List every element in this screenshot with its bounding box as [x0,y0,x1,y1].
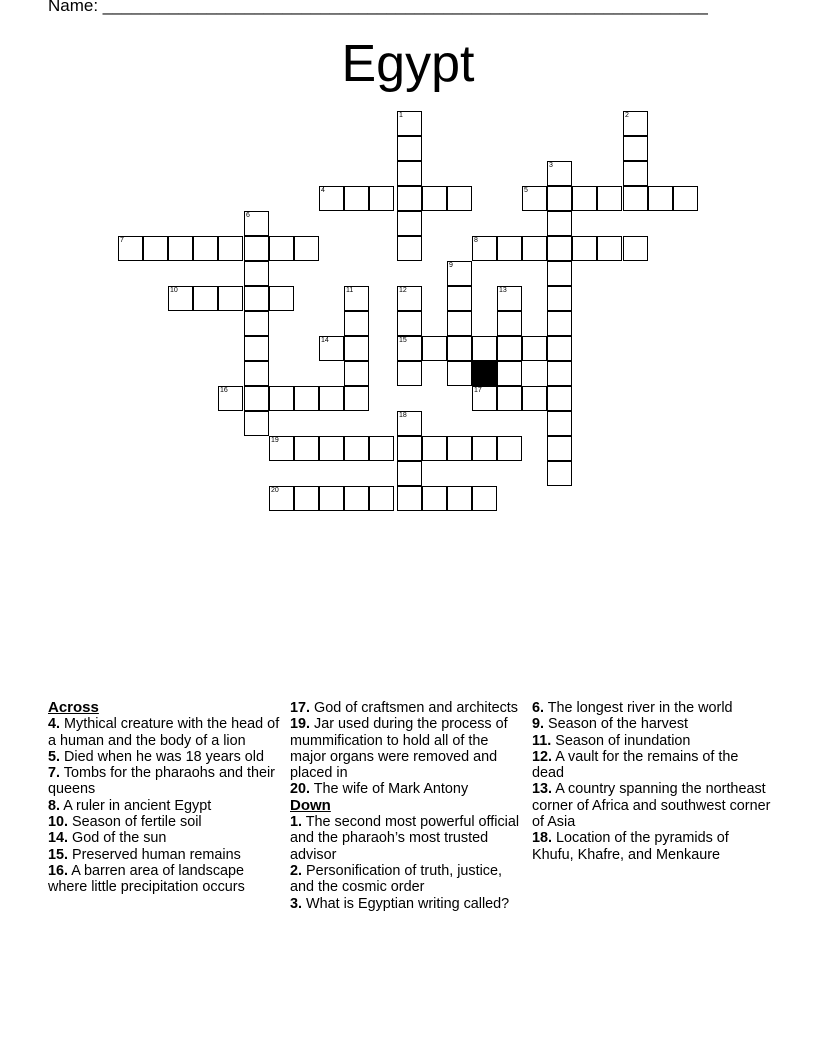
crossword-cell[interactable] [447,436,472,461]
crossword-cell[interactable] [294,236,319,261]
crossword-cell[interactable] [522,386,547,411]
crossword-cell[interactable] [547,261,572,286]
crossword-cell[interactable] [497,311,522,336]
crossword-cell[interactable] [497,236,522,261]
clue-number: 15. [48,846,69,863]
cell-number: 14 [321,337,329,344]
cell-number: 18 [399,412,407,419]
crossword-cell[interactable] [472,436,497,461]
crossword-cell[interactable] [397,436,422,461]
clue-text: Tombs for the pharaohs and their queens [48,765,275,798]
crossword-cell[interactable] [294,386,319,411]
crossword-cell[interactable] [369,436,394,461]
crossword-cell[interactable] [344,361,369,386]
crossword-cell[interactable] [522,186,547,211]
clue-text: A vault for the remains of the dead [532,748,739,782]
crossword-cell[interactable] [344,286,369,311]
clue-number: 6. [532,700,545,716]
clue-number: 8. [48,797,61,814]
cell-number: 8 [474,237,478,244]
cell-number: 17 [474,387,482,394]
crossword-cell[interactable] [319,186,344,211]
clue-down-13 [532,781,772,830]
crossword-cell[interactable] [497,336,522,361]
clue-across-7 [48,765,280,798]
crossword-cell[interactable] [472,386,497,411]
crossword-cell[interactable] [547,361,572,386]
crossword-cell[interactable] [397,161,422,186]
crossword-cell[interactable] [319,486,344,511]
clue-text: What is Egyptian writing called? [306,895,510,912]
clue-text: Personification of truth, justice, and the cosmic order [290,862,502,896]
crossword-cell[interactable] [118,236,143,261]
crossword-cell[interactable] [397,111,422,136]
clue-across-16 [48,863,280,896]
crossword-cell[interactable] [547,186,572,211]
clue-across-20 [290,781,522,797]
crossword-cell[interactable] [269,386,294,411]
crossword-cell[interactable] [397,361,422,386]
crossword-cell[interactable] [218,236,243,261]
clues-column-1 [48,700,280,896]
crossword-cell[interactable] [648,186,673,211]
clue-text: The second most powerful official and the pharaoh’s most trusted advisor [290,814,520,863]
crossword-cell[interactable] [547,336,572,361]
clue-number: 3. [290,895,303,912]
clue-number: 16. [48,862,69,879]
clue-number: 14. [48,830,69,847]
crossword-cell[interactable] [547,311,572,336]
crossword-cell[interactable] [319,336,344,361]
crossword-cell[interactable] [369,186,394,211]
cell-number: 10 [170,287,178,294]
crossword-cell[interactable] [344,186,369,211]
crossword-cell[interactable] [269,486,294,511]
crossword-cell[interactable] [319,386,344,411]
clue-number: 9. [532,716,545,733]
crossword-cell[interactable] [623,161,648,186]
crossword-cell[interactable] [497,286,522,311]
cell-number: 16 [220,387,228,394]
clue-across-15 [48,847,280,863]
clue-number: 18. [532,830,553,847]
clue-down-2 [290,863,522,896]
clue-text: Died when he was 18 years old [64,748,265,765]
crossword-cell[interactable] [397,186,422,211]
crossword-cell[interactable] [193,286,218,311]
crossword-cell[interactable] [344,386,369,411]
clue-text: Season of fertile soil [72,814,202,831]
crossword-cell[interactable] [447,361,472,386]
clue-text: The longest river in the world [547,700,733,716]
crossword-cell[interactable] [218,386,243,411]
across-heading: Across [48,699,99,716]
clue-text: A ruler in ancient Egypt [63,797,212,814]
crossword-cell[interactable] [397,136,422,161]
crossword-cell[interactable] [447,186,472,211]
page-title: Egypt [341,35,475,93]
crossword-cell[interactable] [447,286,472,311]
crossword-cell[interactable] [547,386,572,411]
clue-number: 19. [290,716,311,733]
clue-number: 4. [48,716,61,733]
crossword-cell[interactable] [397,461,422,486]
cell-number: 13 [499,287,507,294]
crossword-cell[interactable] [244,211,269,236]
clue-across-10 [48,814,280,830]
cell-number: 12 [399,287,407,294]
crossword-cell[interactable] [344,336,369,361]
clue-across-14 [48,830,280,846]
clue-text: God of craftsmen and architects [314,700,518,716]
crossword-cell[interactable] [422,336,447,361]
crossword-cell[interactable] [623,186,648,211]
clue-down-12 [532,749,772,782]
crossword-cell[interactable] [269,286,294,311]
clue-text: Preserved human remains [72,846,241,863]
crossword-cell[interactable] [244,261,269,286]
clue-number: 20. [290,781,311,798]
cell-number: 20 [271,487,279,494]
clue-text: A country spanning the northeast corner of Africa and southwest corner of Asia [532,781,771,831]
clue-across-17 [290,700,522,716]
crossword-cell[interactable] [547,236,572,261]
crossword-cell[interactable] [472,486,497,511]
crossword-cell[interactable] [547,461,572,486]
crossword-cell[interactable] [143,236,168,261]
crossword-cell[interactable] [547,161,572,186]
crossword-cell[interactable] [397,236,422,261]
crossword-cell[interactable] [447,336,472,361]
clue-number: 17. [290,700,311,716]
clue-across-5 [48,749,280,765]
clue-text: Jar used during the process of mummification to hold all of the major organs were removed and placed in [290,716,508,782]
crossword-cell[interactable] [522,236,547,261]
clue-number: 11. [532,732,552,749]
clue-number: 1. [290,814,303,831]
clue-across-19 [290,716,522,781]
crossword-cell[interactable] [547,286,572,311]
clue-text: The wife of Mark Antony [313,781,469,798]
crossword-cell[interactable] [547,211,572,236]
cell-number: 6 [246,212,250,219]
clue-down-6 [532,700,772,716]
clue-number: 12. [532,748,553,765]
cell-number: 3 [549,162,553,169]
clue-number: 2. [290,862,303,879]
clue-number: 5. [48,748,61,765]
name-field[interactable]: Name: ________________________________________________________________ [48,0,708,15]
crossword-cell[interactable] [547,436,572,461]
crossword-cell[interactable] [168,236,193,261]
crossword-cell[interactable] [497,436,522,461]
clue-down-1 [290,814,522,863]
crossword-cell[interactable] [597,186,622,211]
cell-number: 19 [271,437,279,444]
clue-text: Season of the harvest [548,716,689,733]
crossword-cell[interactable] [369,486,394,511]
crossword-cell[interactable] [673,186,698,211]
crossword-cell[interactable] [244,236,269,261]
crossword-black-cell [472,361,497,386]
crossword-cell[interactable] [168,286,193,311]
crossword-cell[interactable] [497,386,522,411]
crossword-cell[interactable] [344,436,369,461]
crossword-cell[interactable] [344,311,369,336]
crossword-cell[interactable] [447,261,472,286]
clues-column-2 [290,700,522,912]
crossword-cell[interactable] [572,186,597,211]
clue-down-11 [532,733,772,749]
crossword-cell[interactable] [244,411,269,436]
clue-number: 7. [48,765,61,782]
clue-down-18 [532,830,772,863]
crossword-cell[interactable] [447,311,472,336]
crossword-cell[interactable] [269,436,294,461]
crossword-cell[interactable] [218,286,243,311]
crossword-cell[interactable] [623,136,648,161]
clue-text: Mythical creature with the head of a human and the body of a lion [48,716,280,749]
crossword-cell[interactable] [497,361,522,386]
crossword-cell[interactable] [422,486,447,511]
crossword-cell[interactable] [244,286,269,311]
crossword-cell[interactable] [472,336,497,361]
clue-text: Season of inundation [555,732,691,749]
crossword-cell[interactable] [547,411,572,436]
cell-number: 11 [346,287,354,294]
clue-across-8 [48,798,280,814]
crossword-cell[interactable] [397,486,422,511]
clue-text: A barren area of landscape where little precipitation occurs [48,862,245,896]
clue-down-9 [532,716,772,732]
clue-across-4 [48,716,280,749]
crossword-cell[interactable] [422,436,447,461]
clue-down-3 [290,896,522,912]
crossword-cell[interactable] [623,111,648,136]
crossword-cell[interactable] [397,286,422,311]
cell-number: 9 [449,262,453,269]
cell-number: 1 [399,112,403,119]
crossword-cell[interactable] [244,311,269,336]
crossword-cell[interactable] [397,336,422,361]
clue-text: Location of the pyramids of Khufu, Khafre, and Menkaure [532,830,729,863]
crossword-cell[interactable] [472,236,497,261]
crossword-cell[interactable] [294,486,319,511]
cell-number: 7 [120,237,124,244]
crossword-cell[interactable] [397,411,422,436]
crossword-cell[interactable] [397,211,422,236]
crossword-cell[interactable] [522,336,547,361]
cell-number: 2 [625,112,629,119]
crossword-cell[interactable] [193,236,218,261]
cell-number: 15 [399,337,407,344]
crossword-cell[interactable] [447,486,472,511]
cell-number: 4 [321,187,325,194]
crossword-cell[interactable] [319,436,344,461]
down-heading: Down [290,796,331,814]
crossword-cell[interactable] [572,236,597,261]
crossword-cell[interactable] [344,486,369,511]
clues-column-3 [532,700,772,863]
crossword-cell[interactable] [244,361,269,386]
crossword-cell[interactable] [597,236,622,261]
crossword-cell[interactable] [397,311,422,336]
clue-number: 13. [532,781,553,798]
crossword-cell[interactable] [244,336,269,361]
clue-number: 10. [48,814,69,831]
crossword-cell[interactable] [294,436,319,461]
crossword-cell[interactable] [269,236,294,261]
crossword-cell[interactable] [244,386,269,411]
clue-text: God of the sun [72,830,167,847]
crossword-cell[interactable] [623,236,648,261]
cell-number: 5 [524,187,528,194]
crossword-cell[interactable] [422,186,447,211]
